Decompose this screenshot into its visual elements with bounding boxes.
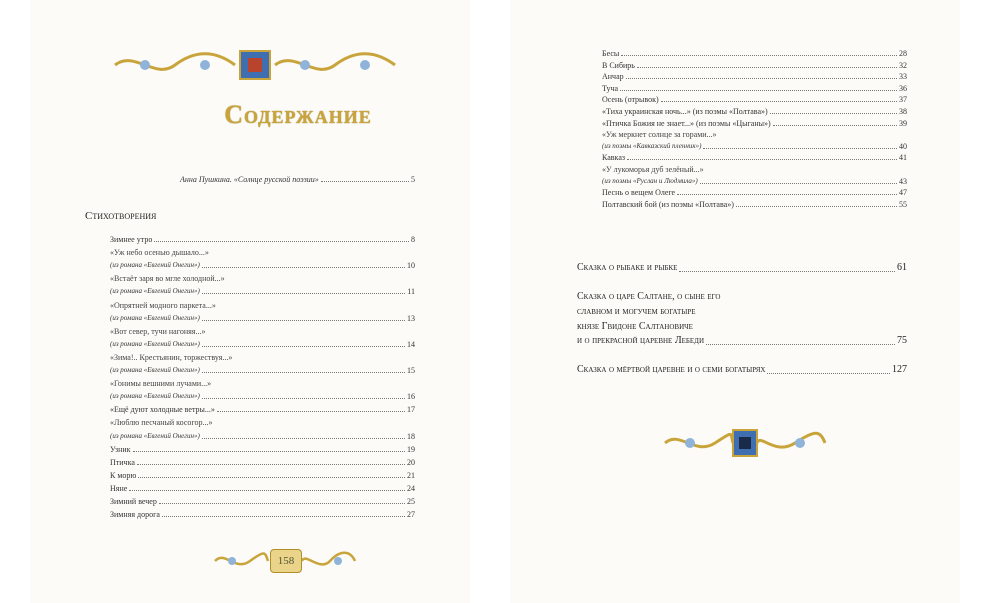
toc-entry [110,484,415,493]
toc-entry [602,95,907,104]
toc-entry-title: «Вот север, тучи нагоняя...» [110,326,206,336]
toc-entry-title: Анчар [602,72,624,82]
toc-entry-title: Птичка [110,457,135,467]
toc-entry-title: Няне [110,483,128,493]
tale-title-line: Сказка о царе Салтане, о сыне его [577,291,721,302]
toc-entry-subtitle: (из романа «Евгений Онегин») [110,392,200,401]
toc-entry [602,142,907,151]
toc-entry-title: «Тиха украинская ночь...» (из поэмы «Полтава») [602,107,768,116]
page-number: 158 [270,549,302,573]
toc-entry [110,287,415,296]
toc-entry [602,72,907,81]
toc-entry-subtitle: (из поэмы «Кавказский пленник») [602,141,702,150]
tale-title: и о прекрасной царевне Лебеди [577,335,705,346]
toc-entry-page: 32 [899,60,907,70]
tale-entry [577,335,907,347]
toc-entry-page: 55 [899,199,907,209]
toc-entry-page: 33 [899,72,907,82]
toc-entry-title: «Встаёт заря во мгле холодной...» [110,274,225,284]
toc-entry-page: 39 [899,118,907,128]
toc-entry-title: «Птичка Божия не знает...» (из поэмы «Цыганы») [602,118,771,128]
toc-entry [110,235,415,244]
toc-entry-title: Туча [602,83,619,93]
toc-entry-page: 24 [407,483,415,493]
tale-entry [577,262,907,274]
toc-entry [110,366,415,375]
toc-entry [602,49,907,58]
toc-entry-subtitle: (из романа «Евгений Онегин») [110,339,200,348]
toc-entry-title: Узник [110,444,131,454]
toc-entry-page: 28 [899,49,907,58]
toc-entry [110,445,415,454]
end-ornament [660,428,830,458]
tale-entry [577,364,907,376]
toc-entry-page: 19 [407,444,415,454]
toc-entry-page: 41 [899,153,907,163]
toc-entry [110,314,415,323]
toc-entry [110,471,415,480]
tale-page: 75 [897,335,907,346]
top-ornament-left [110,48,400,82]
toc-entry [602,119,907,128]
toc-entry-title: «Ещё дуют холодные ветры...» [110,405,215,415]
page-title: Содержание [224,100,372,129]
toc-entry-title: Зимний вечер [110,497,157,506]
toc-entry-subtitle: (из поэмы «Руслан и Людмила») [602,176,698,185]
toc-entry-title: «Уж меркнет солнце за горами...» [602,130,717,140]
toc-entry-page: 37 [899,95,907,105]
toc-entry-subtitle: (из романа «Евгений Онегин») [110,431,200,440]
toc-entry [602,200,907,209]
toc-entry-page: 11 [407,287,415,297]
toc-entry-page: 8 [411,235,415,244]
toc-entry-page: 21 [407,470,415,480]
toc-entry [110,497,415,506]
toc-entry-page: 18 [407,431,415,441]
toc-entry [110,405,415,414]
toc-entry-page: 47 [899,188,907,198]
toc-entry-page: 36 [899,83,907,93]
toc-entry [110,261,415,270]
toc-entry [110,458,415,467]
toc-entry-title: К морю [110,470,137,480]
toc-entry-title: «Гонимы вешними лучами...» [110,379,212,389]
toc-entry-title: Кавказ [602,153,626,163]
toc-entry-page: 38 [899,107,907,116]
toc-entry-title: В Сибирь [602,60,635,70]
toc-entry-page: 16 [407,392,415,402]
tale-title: Сказка о мёртвой царевне и о семи богатырях [577,364,766,375]
toc-entry-subtitle: (из романа «Евгений Онегин») [110,261,200,270]
toc-entry-page: 40 [899,141,907,151]
toc-entry [602,177,907,186]
toc-entry-title: Зимняя дорога [110,510,160,520]
toc-entry-title: Осень (отрывок) [602,95,659,105]
tale-page: 127 [892,364,907,375]
toc-entry [110,510,415,519]
toc-entry-page: 13 [407,313,415,323]
toc-entry-page: 25 [407,497,415,506]
toc-entry [602,153,907,162]
toc-entry-page: 20 [407,457,415,467]
toc-entry-page: 27 [407,510,415,520]
toc-entry [602,61,907,70]
toc-entry-page: 43 [899,176,907,186]
toc-entry-page: 14 [407,339,415,349]
right-page [510,0,960,603]
toc-entry [110,392,415,401]
toc-entry-subtitle: (из романа «Евгений Онегин») [110,366,200,374]
toc-entry-title: Бесы [602,49,620,58]
left-page [30,0,470,603]
toc-entry-subtitle: (из романа «Евгений Онегин») [110,287,200,296]
toc-entry [110,340,415,349]
toc-entry-title: «У лукоморья дуб зелёный...» [602,165,704,174]
tale-title-line: князе Гвидоне Салтановиче [577,321,693,332]
intro-entry: Анна Пушкина. «Солнце русской поэзии» 5 [180,175,415,184]
tale-title: Сказка о рыбаке и рыбке [577,262,678,273]
toc-entry-title: Песнь о вещем Олеге [602,188,676,198]
toc-entry-title: «Уж небо осенью дышало...» [110,248,209,258]
toc-entry-title: Зимнее утро [110,235,153,244]
toc-entry-page: 10 [407,261,415,271]
toc-entry [602,84,907,93]
toc-entry-page: 15 [407,366,415,375]
tale-title-line: славном и могучем богатыре [577,306,696,317]
toc-entry-title: Полтавский бой (из поэмы «Полтава») [602,199,734,209]
toc-entry [602,188,907,197]
toc-entry-subtitle: (из романа «Евгений Онегин») [110,313,200,322]
toc-entry-page: 17 [407,405,415,415]
toc-entry [110,432,415,441]
section-heading: Стихотворения [85,210,157,222]
tale-page: 61 [897,262,907,273]
toc-entry-title: «Зима!.. Крестьянин, торжествуя...» [110,352,233,362]
toc-entry [602,107,907,116]
toc-entry-title: «Люблю песчаный косогор...» [110,418,213,428]
toc-entry-title: «Опрятней модного паркета...» [110,300,216,310]
